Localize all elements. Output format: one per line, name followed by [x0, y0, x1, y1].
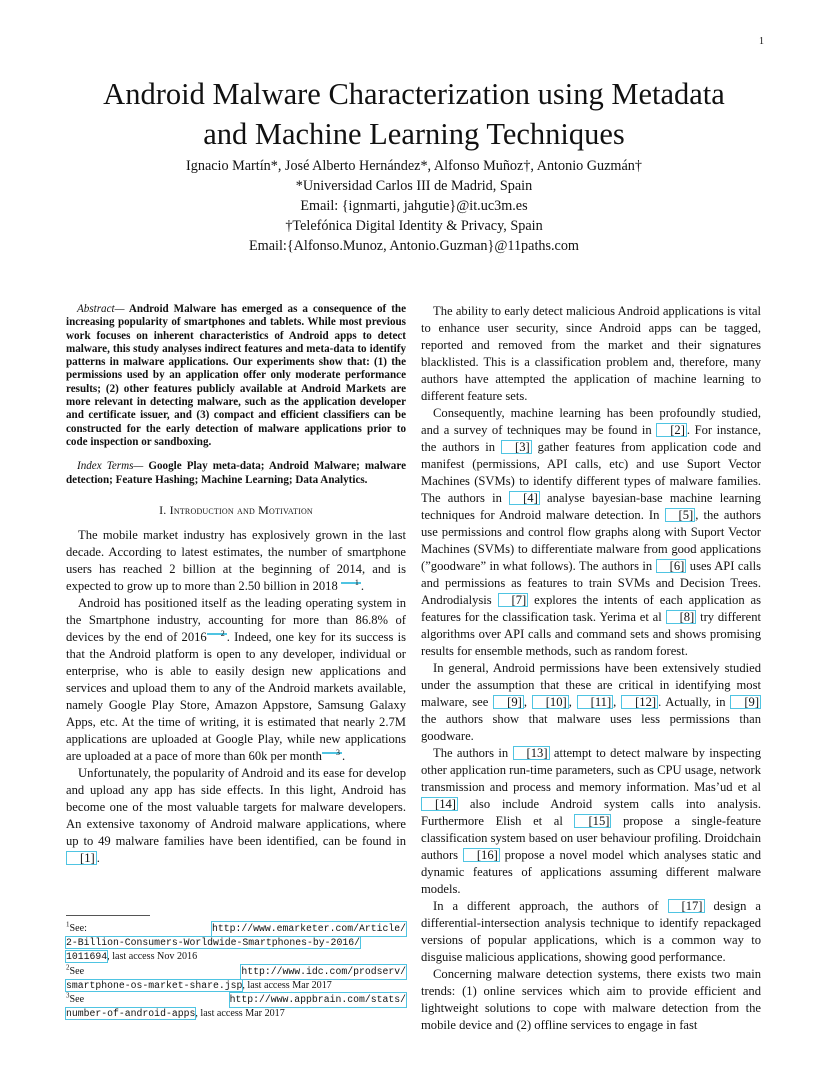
section-heading [66, 502, 406, 519]
intro-paragraph-2 [66, 595, 406, 765]
paragraph-text: , [523, 695, 532, 709]
abstract-label: Abstract— [77, 303, 125, 315]
right-column [421, 303, 761, 1034]
citation-link[interactable]: [17] [668, 899, 705, 913]
body-paragraph: Concerning malware detection systems, there exists two main trends: (1) online services which aim to provide efficient and lightweight solutions to cope with malware detection from the mobile device and (2) offline services to engage in fast [421, 967, 761, 1032]
citation-link[interactable]: [15] [574, 814, 611, 828]
paper-title [40, 74, 788, 154]
footnote-prefix: $^2$See [66, 963, 85, 977]
abstract-text: Android Malware has emerged as a consequence of the increasing popularity of smartphones and tablets. While most previous work focuses on inherent characteristics of Android apps to detect malware, this study analyses indirect features and meta-data to identify patterns in malware applications. Our experiments show that: (1) the permissions used by an application offer only moderate performance results; (2) other features publicly available at Android Markets are more relevant in detecting malware, such as the application developer and certificate issuer, and (3) compact and efficient classifiers can be constructed for the early detection of malware applications prior to code inspection or sandboxing. [66, 303, 406, 448]
affiliation-2: †Telefónica Digital Identity & Privacy, Spain [285, 218, 543, 234]
body-paragraph [421, 405, 761, 660]
paragraph-text: . Indeed, one key for its success is that the Android platform is open to any developer, individual or enterprise, who is able to easily design new applications and services and upload them to any of the Android markets available, namely Google Play Store, Amazon Appstore, Samsung Galaxy Apps, etc. At the time of writing, it is estimated that nearly 2.7M applications are uploaded at Google Play, while new applications are uploaded at a pace of more than 60k per month [66, 629, 406, 763]
footnote-suffix: , last access Mar 2017 [195, 1008, 285, 1020]
footnote-url[interactable]: smartphone-os-market-share.jsp [66, 979, 243, 991]
footnote-link[interactable]: 3 [322, 752, 342, 754]
citation-link[interactable]: [16] [463, 848, 500, 862]
paragraph-text: try different algorithms over API calls and command sets and shows promising results for ensemble methods, such as random forest. [421, 610, 761, 658]
paragraph-text: In a different approach, the authors of [433, 899, 668, 913]
paragraph-text: Android has positioned itself as the leading operating system in the Smartphone industry, accounting for more than 86.8% of devices by the end of 2016 [66, 595, 406, 644]
paragraph-text: . [341, 748, 346, 763]
footnote [66, 965, 406, 993]
section-numeral: I. [159, 502, 167, 517]
author-names: Ignacio Martín*, José Alberto Hernández*, Alfonso Muñoz†, Antonio Guzmán† [186, 158, 642, 174]
footnote-link[interactable]: 2 [207, 633, 227, 635]
citation-link[interactable]: [2] [656, 423, 687, 437]
index-terms-label: Index Terms— [77, 460, 144, 473]
footnote-url[interactable]: 1011694 [66, 951, 108, 963]
paragraph-text: propose a novel model which analyses static and dynamic features of applications assuming different malware models. [421, 848, 761, 896]
citation-link[interactable]: [10] [532, 695, 569, 709]
index-terms-text: Google Play meta-data; Android Malware; malware detection; Feature Hashing; Machine Learning; Data Analytics. [66, 460, 406, 486]
footnote-url[interactable]: number-of-android-apps [66, 1008, 196, 1020]
footnote [66, 993, 406, 1021]
section-title: Introduction and Motivation [169, 502, 313, 517]
paragraph-text: . [96, 850, 100, 865]
citation-link[interactable]: [9] [493, 695, 524, 709]
paragraph-text: . Actually, in [658, 695, 731, 709]
paragraph-text: The mobile market industry has explosively grown in the last decade. According to latest estimates, the number of smartphone users has reached 2 billion at the beginning of 2014, and is expected to grow up to more than 2.50 billion in 2018 [66, 527, 406, 593]
title-line-1: Android Malware Characterization using Metadata [103, 77, 725, 111]
page-number: 1 [759, 36, 764, 47]
paragraph-text: , the authors use permissions and control flow graphs along with Suport Vector Machines (SVMs) to differentiate malware from good applications (”goodware” in what follows). The authors in [421, 508, 762, 573]
footnote-url[interactable]: http://www.appbrain.com/stats/ [230, 993, 406, 1007]
paragraph-text: design a differential-intersection analysis technique to identify repackaged versions of popular applications, which is a common way to disguise malicious applications, showing good performance. [421, 899, 761, 964]
body-paragraph [421, 898, 761, 966]
citation-link[interactable]: [3] [501, 440, 532, 454]
paragraph-text: uses API calls and permissions as features to train SVMs and Decision Trees. Androdialysis [421, 559, 761, 607]
footnote-link[interactable]: 1 [341, 582, 361, 584]
paragraph-text: , [613, 695, 622, 709]
paragraph-text: the authors show that malware uses less permissions than goodware. [421, 712, 761, 743]
left-column [66, 303, 406, 867]
footnote-url[interactable]: http://www.emarketer.com/Article/ [212, 922, 406, 936]
paragraph-text: The authors in [433, 746, 513, 760]
paragraph-text: . [360, 578, 365, 593]
footnote-suffix: , last access Nov 2016 [107, 951, 198, 963]
index-terms [66, 460, 406, 487]
paragraph-text: gather features from application code and manifest (permissions, API calls, etc) and use Suport Vector Machines (SVMs) to identify different types of malware families. The authors in [421, 440, 762, 505]
paragraph-text: Consequently, machine learning has been profoundly studied, and a survey of techniques may be found in [421, 406, 761, 437]
citation-link[interactable]: [9] [730, 695, 761, 709]
footnote-prefix: $^3$See [66, 991, 85, 1006]
citation-link[interactable]: [5] [665, 508, 696, 522]
abstract [66, 303, 406, 449]
citation-link[interactable]: [7] [498, 593, 529, 607]
citation-link[interactable]: [13] [513, 746, 550, 760]
body-paragraph [421, 660, 761, 745]
citation-link[interactable]: [4] [509, 491, 540, 505]
paragraph-text: also include Android system calls into analysis. Furthermore Elish et al [421, 797, 761, 828]
email-2: Email:{Alfonso.Munoz, Antonio.Guzman}@11paths.com [249, 238, 579, 254]
title-line-2: and Machine Learning Techniques [203, 117, 625, 151]
footnotes [66, 922, 406, 1021]
affiliation-1: *Universidad Carlos III de Madrid, Spain [295, 178, 533, 194]
author-block [40, 156, 788, 256]
paragraph-text: , [568, 695, 577, 709]
footnote-prefix: $^1$See: [66, 920, 87, 934]
citation-link[interactable]: [6] [656, 559, 687, 573]
footnote [66, 922, 406, 965]
paragraph-text: . For instance, the authors in [421, 423, 761, 454]
footnote-url[interactable]: 2-Billion-Consumers-Worldwide-Smartphones-by-2016/ [66, 937, 360, 949]
footnote-suffix: , last access Mar 2017 [242, 979, 332, 991]
citation-link[interactable]: [1] [66, 851, 97, 865]
footnote-rule [66, 915, 150, 916]
paragraph-text: In general, Android permissions have been extensively studied under the assumption that these are critical in identifying most malware, see [421, 661, 761, 709]
footnote-url[interactable]: http://www.idc.com/prodserv/ [241, 965, 406, 979]
paragraph-text: propose a single-feature classification system based on user behaviour profiling. Droidchain authors [421, 814, 761, 862]
paragraph-text: analyse bayesian-base machine learning techniques for Android malware detection. In [421, 491, 761, 522]
paragraph-text: Unfortunately, the popularity of Android and its ease for develop and upload any app has side effects. In this light, Android has become one of the most valuable targets for malware developers. An extensive taxonomy of Android malware applications, where up to 49 malware families have been identified, can be found in [66, 765, 406, 848]
intro-paragraph-3 [66, 765, 406, 867]
intro-paragraph-1 [66, 527, 406, 595]
citation-link[interactable]: [8] [666, 610, 697, 624]
paragraph-text: explores the intents of each application as features for the classification task. Yerima et al [421, 593, 762, 624]
paragraph-text: attempt to detect malware by inspecting other application run-time parameters, such as CPU usage, network transmission and process and memory information. Mas’ud et al [421, 746, 761, 794]
email-1: Email: {ignmarti, jahgutie}@it.uc3m.es [300, 198, 528, 214]
citation-link[interactable]: [11] [577, 695, 614, 709]
citation-link[interactable]: [12] [621, 695, 658, 709]
citation-link[interactable]: [14] [421, 797, 458, 811]
body-paragraph [421, 745, 761, 898]
body-paragraph: The ability to early detect malicious Android applications is vital to enhance user security, since Android apps can be tagged, reported and removed from the market and their signatures blacklisted. This is a classification problem and, therefore, many authors have attempted the application of machine learning to different feature sets. [421, 304, 761, 403]
